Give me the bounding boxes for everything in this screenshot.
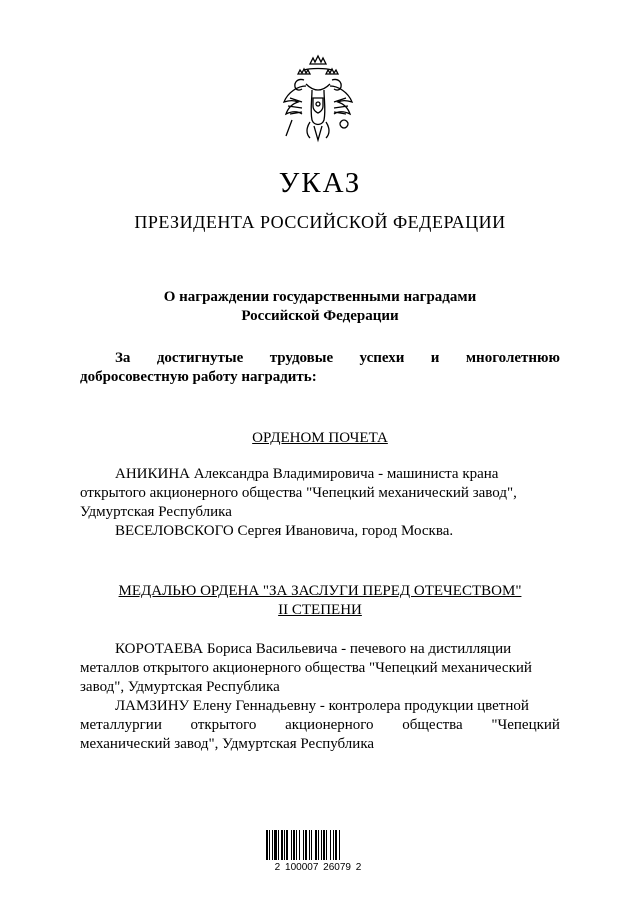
barcode-bar xyxy=(278,830,279,860)
barcode-bar xyxy=(339,830,340,860)
award-entry-line: Удмуртская Республика xyxy=(80,504,232,520)
barcode-bar xyxy=(318,830,319,860)
barcode-bar xyxy=(281,830,283,860)
intro-word: и xyxy=(430,350,440,366)
barcode-bar xyxy=(303,830,304,860)
state-emblem-icon xyxy=(276,50,360,150)
award-entry xyxy=(80,640,560,697)
barcode-bar xyxy=(286,830,288,860)
intro-word: успехи xyxy=(359,350,405,366)
barcode-bar xyxy=(274,830,277,860)
intro-word: многолетнюю xyxy=(465,350,560,366)
decree-intro-line: добросовестную работу наградить: xyxy=(80,369,317,385)
award-entry-word: открытого xyxy=(190,717,257,733)
barcode-bar xyxy=(272,830,273,860)
award-entry-line: КОРОТАЕВА Бориса Васильевича - печевого на дистилляции xyxy=(115,641,512,657)
intro-word: За xyxy=(115,350,131,366)
barcode-bar xyxy=(284,830,285,860)
barcode-bar xyxy=(299,830,300,860)
award-section-title-line: II СТЕПЕНИ xyxy=(278,602,362,618)
award-entry-line: механический завод", Удмуртская Республика xyxy=(80,736,375,752)
decree-intro xyxy=(80,349,560,387)
decree-heading-line: О награждении государственными наградами xyxy=(163,289,477,305)
barcode-bar xyxy=(311,830,312,860)
barcode-bar xyxy=(296,830,297,860)
barcode-bar xyxy=(293,830,295,860)
barcode-bar xyxy=(291,830,292,860)
award-entry-word: металлургии xyxy=(80,717,162,733)
barcode-number: 2 100007 26079 2 xyxy=(274,862,362,873)
decree-heading xyxy=(80,288,560,326)
award-entry-line: ВЕСЕЛОВСКОГО Сергея Ивановича, город Москва. xyxy=(115,523,454,539)
award-entry-line: открытого акционерного общества "Чепецкий механический завод", xyxy=(80,485,517,501)
decree-heading-line: Российской Федерации xyxy=(241,308,399,324)
document-subtitle: ПРЕЗИДЕНТА РОССИЙСКОЙ ФЕДЕРАЦИИ xyxy=(134,212,506,232)
award-entry xyxy=(80,522,560,541)
award-entry xyxy=(80,465,560,522)
award-entry-line: АНИКИНА Александра Владимировича - машиниста крана xyxy=(115,466,499,482)
award-entry-word: общества xyxy=(402,717,463,733)
award-section-title-line: МЕДАЛЬЮ ОРДЕНА "ЗА ЗАСЛУГИ ПЕРЕД ОТЕЧЕСТВОМ" xyxy=(118,583,522,599)
award-entry-line: завод", Удмуртская Республика xyxy=(80,679,280,695)
award-section-title xyxy=(80,429,560,448)
barcode-bar xyxy=(326,830,327,860)
intro-word: достигнутые xyxy=(156,350,244,366)
intro-word: трудовые xyxy=(269,350,334,366)
barcode-bar xyxy=(266,830,268,860)
decree-intro-line xyxy=(80,349,560,368)
barcode-bar xyxy=(305,830,307,860)
award-entry-line: ЛАМЗИНУ Елену Геннадьевну - контролера продукции цветной xyxy=(115,698,529,714)
barcode-bar xyxy=(315,830,317,860)
award-entry-word: "Чепецкий xyxy=(491,717,560,733)
award-section-title-line: ОРДЕНОМ ПОЧЕТА xyxy=(252,430,388,446)
award-entry xyxy=(80,697,560,754)
barcode-bar xyxy=(309,830,310,860)
barcode-bar xyxy=(269,830,270,860)
barcode-bar xyxy=(323,830,325,860)
award-entry-line xyxy=(80,716,560,735)
barcode-bar xyxy=(333,830,334,860)
barcode-bar xyxy=(330,830,331,860)
award-section-title xyxy=(80,582,560,620)
award-entry-line: металлов открытого акционерного общества "Чепецкий механический xyxy=(80,660,532,676)
award-entry-word: акционерного xyxy=(285,717,374,733)
document-title: УКАЗ xyxy=(278,167,362,199)
barcode-bar xyxy=(321,830,322,860)
barcode-bar xyxy=(335,830,337,860)
